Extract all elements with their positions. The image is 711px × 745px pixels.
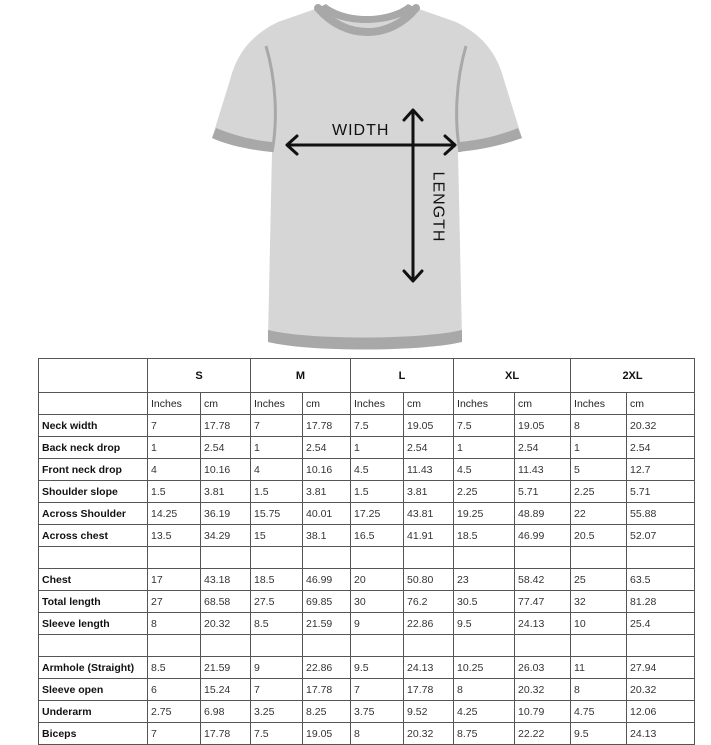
measurement-cell: 7 xyxy=(251,415,303,437)
measurement-cell: 4.25 xyxy=(454,701,515,723)
measurement-cell: 8 xyxy=(454,679,515,701)
table-row xyxy=(39,569,695,591)
measurement-cell xyxy=(515,547,571,569)
row-label: Shoulder slope xyxy=(39,481,148,503)
size-header: M xyxy=(251,359,351,393)
table-row xyxy=(39,591,695,613)
measurement-cell: 19.05 xyxy=(515,415,571,437)
measurement-cell: 23 xyxy=(454,569,515,591)
size-header: S xyxy=(148,359,251,393)
measurement-cell: 2.54 xyxy=(627,437,695,459)
measurement-cell: 30 xyxy=(351,591,404,613)
measurement-cell xyxy=(454,635,515,657)
corner-cell xyxy=(39,359,148,393)
measurement-cell: 9.5 xyxy=(351,657,404,679)
measurement-cell: 55.88 xyxy=(627,503,695,525)
tshirt-diagram xyxy=(0,0,711,358)
measurement-cell: 16.5 xyxy=(351,525,404,547)
measurement-cell: 20 xyxy=(351,569,404,591)
measurement-cell: 17 xyxy=(148,569,201,591)
measurement-cell: 8 xyxy=(148,613,201,635)
measurement-cell: 18.5 xyxy=(251,569,303,591)
measurement-cell: 17.78 xyxy=(201,415,251,437)
measurement-cell: 15 xyxy=(251,525,303,547)
table-row xyxy=(39,437,695,459)
measurement-cell: 17.78 xyxy=(303,415,351,437)
measurement-cell: 20.32 xyxy=(404,723,454,745)
size-chart-table xyxy=(38,358,695,745)
measurement-cell: 58.42 xyxy=(515,569,571,591)
measurement-cell: 8.5 xyxy=(251,613,303,635)
measurement-cell: 11.43 xyxy=(515,459,571,481)
unit-header: cm xyxy=(515,393,571,415)
measurement-cell: 1 xyxy=(351,437,404,459)
size-header: L xyxy=(351,359,454,393)
measurement-cell: 52.07 xyxy=(627,525,695,547)
measurement-cell xyxy=(404,635,454,657)
measurement-cell: 7.5 xyxy=(251,723,303,745)
measurement-cell: 2.75 xyxy=(148,701,201,723)
row-label: Across Shoulder xyxy=(39,503,148,525)
measurement-cell: 4.5 xyxy=(454,459,515,481)
row-label xyxy=(39,635,148,657)
measurement-cell: 10 xyxy=(571,613,627,635)
measurement-cell: 4 xyxy=(251,459,303,481)
row-label: Back neck drop xyxy=(39,437,148,459)
table-row xyxy=(39,547,695,569)
measurement-cell: 7 xyxy=(148,723,201,745)
measurement-cell: 19.05 xyxy=(303,723,351,745)
size-chart-body xyxy=(39,415,695,745)
measurement-cell: 1 xyxy=(251,437,303,459)
table-row xyxy=(39,635,695,657)
measurement-cell: 1.5 xyxy=(351,481,404,503)
measurement-cell: 11.43 xyxy=(404,459,454,481)
measurement-cell: 63.5 xyxy=(627,569,695,591)
measurement-cell: 12.7 xyxy=(627,459,695,481)
measurement-cell: 26.03 xyxy=(515,657,571,679)
measurement-cell xyxy=(148,635,201,657)
measurement-cell: 68.58 xyxy=(201,591,251,613)
measurement-cell: 9 xyxy=(351,613,404,635)
width-label: WIDTH xyxy=(332,122,390,139)
unit-header: Inches xyxy=(251,393,303,415)
unit-corner-cell xyxy=(39,393,148,415)
tshirt-illustration xyxy=(0,0,711,358)
measurement-cell: 38.1 xyxy=(303,525,351,547)
row-label: Total length xyxy=(39,591,148,613)
table-row xyxy=(39,679,695,701)
measurement-cell: 32 xyxy=(571,591,627,613)
measurement-cell: 12.06 xyxy=(627,701,695,723)
measurement-cell: 30.5 xyxy=(454,591,515,613)
measurement-cell: 22 xyxy=(571,503,627,525)
measurement-cell: 7.5 xyxy=(351,415,404,437)
measurement-cell: 10.79 xyxy=(515,701,571,723)
measurement-cell: 4.5 xyxy=(351,459,404,481)
row-label: Biceps xyxy=(39,723,148,745)
measurement-cell: 21.59 xyxy=(303,613,351,635)
measurement-cell xyxy=(351,547,404,569)
measurement-cell: 2.54 xyxy=(404,437,454,459)
unit-header: cm xyxy=(303,393,351,415)
measurement-cell: 2.25 xyxy=(571,481,627,503)
measurement-cell xyxy=(351,635,404,657)
unit-header: Inches xyxy=(351,393,404,415)
measurement-cell xyxy=(303,635,351,657)
measurement-cell: 8 xyxy=(571,415,627,437)
unit-header: cm xyxy=(201,393,251,415)
table-row xyxy=(39,481,695,503)
table-row xyxy=(39,525,695,547)
measurement-cell: 7 xyxy=(351,679,404,701)
measurement-cell: 3.81 xyxy=(404,481,454,503)
table-row xyxy=(39,657,695,679)
measurement-cell: 24.13 xyxy=(404,657,454,679)
measurement-cell: 9.52 xyxy=(404,701,454,723)
measurement-cell: 4.75 xyxy=(571,701,627,723)
measurement-cell: 2.25 xyxy=(454,481,515,503)
measurement-cell: 20.32 xyxy=(627,415,695,437)
measurement-cell: 2.54 xyxy=(303,437,351,459)
measurement-cell xyxy=(571,635,627,657)
measurement-cell: 41.91 xyxy=(404,525,454,547)
row-label xyxy=(39,547,148,569)
measurement-cell: 27.5 xyxy=(251,591,303,613)
measurement-cell: 3.81 xyxy=(303,481,351,503)
measurement-cell: 34.29 xyxy=(201,525,251,547)
measurement-cell: 3.81 xyxy=(201,481,251,503)
measurement-cell: 46.99 xyxy=(303,569,351,591)
measurement-cell: 15.75 xyxy=(251,503,303,525)
measurement-cell: 18.5 xyxy=(454,525,515,547)
measurement-cell: 7.5 xyxy=(454,415,515,437)
measurement-cell xyxy=(627,547,695,569)
length-label: LENGTH xyxy=(429,171,447,243)
row-label: Sleeve length xyxy=(39,613,148,635)
measurement-cell: 8.5 xyxy=(148,657,201,679)
measurement-cell: 5.71 xyxy=(515,481,571,503)
measurement-cell: 15.24 xyxy=(201,679,251,701)
measurement-cell: 10.16 xyxy=(201,459,251,481)
measurement-cell: 40.01 xyxy=(303,503,351,525)
measurement-cell: 20.32 xyxy=(201,613,251,635)
measurement-cell: 20.32 xyxy=(515,679,571,701)
measurement-cell xyxy=(201,635,251,657)
measurement-cell xyxy=(303,547,351,569)
measurement-cell xyxy=(454,547,515,569)
unit-header: cm xyxy=(404,393,454,415)
measurement-cell xyxy=(251,547,303,569)
measurement-cell: 1.5 xyxy=(251,481,303,503)
measurement-cell: 19.05 xyxy=(404,415,454,437)
measurement-cell: 9 xyxy=(251,657,303,679)
measurement-cell: 48.89 xyxy=(515,503,571,525)
row-label: Underarm xyxy=(39,701,148,723)
measurement-cell: 22.22 xyxy=(515,723,571,745)
measurement-cell: 9.5 xyxy=(454,613,515,635)
measurement-cell: 7 xyxy=(251,679,303,701)
measurement-cell: 7 xyxy=(148,415,201,437)
measurement-cell: 14.25 xyxy=(148,503,201,525)
measurement-cell: 8.75 xyxy=(454,723,515,745)
measurement-cell: 5 xyxy=(571,459,627,481)
measurement-cell: 81.28 xyxy=(627,591,695,613)
measurement-cell: 1 xyxy=(148,437,201,459)
measurement-cell: 8.25 xyxy=(303,701,351,723)
row-label: Across chest xyxy=(39,525,148,547)
unit-header-row xyxy=(39,393,695,415)
table-row xyxy=(39,613,695,635)
measurement-cell: 2.54 xyxy=(515,437,571,459)
table-row xyxy=(39,723,695,745)
size-header: XL xyxy=(454,359,571,393)
row-label: Armhole (Straight) xyxy=(39,657,148,679)
measurement-cell: 17.78 xyxy=(303,679,351,701)
measurement-cell: 24.13 xyxy=(515,613,571,635)
measurement-cell: 27.94 xyxy=(627,657,695,679)
measurement-cell: 1.5 xyxy=(148,481,201,503)
measurement-cell: 13.5 xyxy=(148,525,201,547)
measurement-cell: 43.18 xyxy=(201,569,251,591)
measurement-cell: 25.4 xyxy=(627,613,695,635)
row-label: Neck width xyxy=(39,415,148,437)
measurement-cell: 22.86 xyxy=(303,657,351,679)
measurement-cell xyxy=(251,635,303,657)
measurement-cell xyxy=(571,547,627,569)
measurement-cell: 20.5 xyxy=(571,525,627,547)
unit-header: Inches xyxy=(454,393,515,415)
table-row xyxy=(39,503,695,525)
measurement-cell: 76.2 xyxy=(404,591,454,613)
measurement-cell: 46.99 xyxy=(515,525,571,547)
measurement-cell: 5.71 xyxy=(627,481,695,503)
measurement-cell: 21.59 xyxy=(201,657,251,679)
table-row xyxy=(39,415,695,437)
measurement-cell: 27 xyxy=(148,591,201,613)
measurement-cell: 43.81 xyxy=(404,503,454,525)
measurement-cell: 20.32 xyxy=(627,679,695,701)
measurement-cell: 1 xyxy=(454,437,515,459)
row-label: Front neck drop xyxy=(39,459,148,481)
measurement-cell xyxy=(404,547,454,569)
measurement-cell: 17.25 xyxy=(351,503,404,525)
measurement-cell: 2.54 xyxy=(201,437,251,459)
measurement-cell: 77.47 xyxy=(515,591,571,613)
measurement-cell: 24.13 xyxy=(627,723,695,745)
unit-header: Inches xyxy=(148,393,201,415)
measurement-cell: 9.5 xyxy=(571,723,627,745)
unit-header: cm xyxy=(627,393,695,415)
measurement-cell: 1 xyxy=(571,437,627,459)
measurement-cell: 25 xyxy=(571,569,627,591)
measurement-cell xyxy=(627,635,695,657)
measurement-cell: 17.78 xyxy=(201,723,251,745)
table-row xyxy=(39,701,695,723)
row-label: Sleeve open xyxy=(39,679,148,701)
measurement-cell: 3.25 xyxy=(251,701,303,723)
size-header-row xyxy=(39,359,695,393)
measurement-cell: 8 xyxy=(571,679,627,701)
measurement-cell: 36.19 xyxy=(201,503,251,525)
table-row xyxy=(39,459,695,481)
measurement-cell: 8 xyxy=(351,723,404,745)
measurement-cell: 10.16 xyxy=(303,459,351,481)
measurement-cell xyxy=(201,547,251,569)
measurement-cell xyxy=(515,635,571,657)
unit-header: Inches xyxy=(571,393,627,415)
measurement-cell: 6 xyxy=(148,679,201,701)
size-header: 2XL xyxy=(571,359,695,393)
measurement-cell: 11 xyxy=(571,657,627,679)
measurement-cell: 69.85 xyxy=(303,591,351,613)
measurement-cell: 22.86 xyxy=(404,613,454,635)
shirt-body xyxy=(212,8,522,344)
measurement-cell: 4 xyxy=(148,459,201,481)
measurement-cell: 50.80 xyxy=(404,569,454,591)
measurement-cell: 19.25 xyxy=(454,503,515,525)
measurement-cell: 3.75 xyxy=(351,701,404,723)
measurement-cell: 10.25 xyxy=(454,657,515,679)
row-label: Chest xyxy=(39,569,148,591)
measurement-cell: 6.98 xyxy=(201,701,251,723)
measurement-cell: 17.78 xyxy=(404,679,454,701)
measurement-cell xyxy=(148,547,201,569)
